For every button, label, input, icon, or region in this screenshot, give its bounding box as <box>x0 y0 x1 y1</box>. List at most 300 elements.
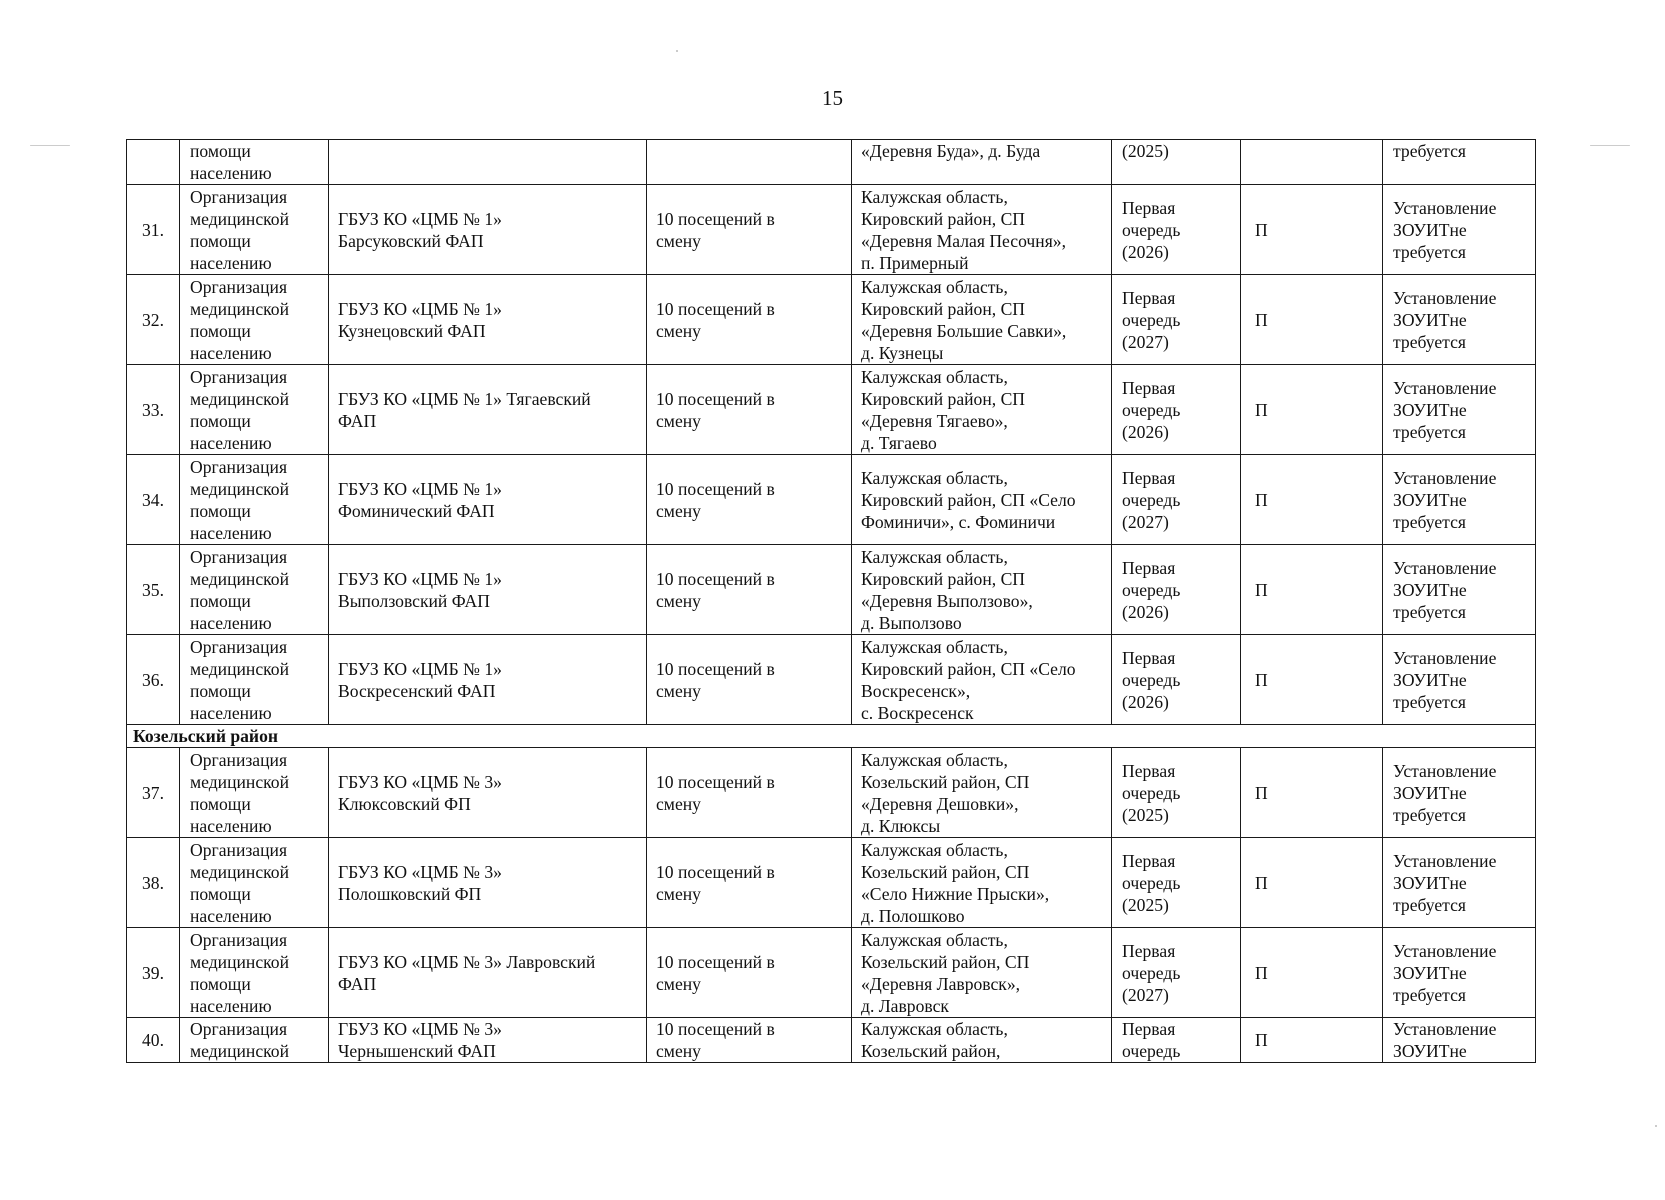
stage-line: Первая <box>1122 850 1176 871</box>
category-line: медицинской <box>190 568 289 589</box>
category-line: населению <box>190 522 272 543</box>
region-heading-row <box>127 725 1536 748</box>
address-line: Кировский район, СП <box>861 298 1026 319</box>
address-line: Козельский район, СП <box>861 951 1030 972</box>
cell-institution <box>329 455 647 545</box>
note-line: требуется <box>1393 984 1466 1005</box>
table-row <box>127 928 1536 1018</box>
address-line: Калужская область, <box>861 839 1008 860</box>
note-word: ЗОУИТ <box>1393 1041 1450 1061</box>
category-line: медицинской <box>190 478 289 499</box>
rows-kirovsky <box>127 185 1536 725</box>
institution-line: ГБУЗ КО «ЦМБ № 3» Лавровский <box>338 951 596 972</box>
capacity-line: смену <box>656 793 701 814</box>
address-line: «Деревня Выползово», <box>861 590 1033 611</box>
stage-line: (2026) <box>1122 691 1169 712</box>
note-line: требуется <box>1393 804 1466 825</box>
capacity-line: 10 посещений в <box>656 861 775 882</box>
cell-stage <box>1112 1018 1241 1063</box>
note-word: не <box>1449 309 1467 330</box>
cell-capacity <box>647 455 852 545</box>
institution-line: ГБУЗ КО «ЦМБ № 1» <box>338 298 502 319</box>
address-line: «Деревня Тягаево», <box>861 410 1008 431</box>
address-line: Калужская область, <box>861 1019 1008 1039</box>
address-line: д. Тягаево <box>861 432 937 453</box>
cell-number: 36. <box>127 635 180 725</box>
institution-line: Барсуковский ФАП <box>338 230 484 251</box>
cell-stage <box>1112 635 1241 725</box>
cell-category <box>180 1018 329 1063</box>
category-line: Организация <box>190 749 288 770</box>
category-line: помощи <box>190 793 251 814</box>
stage-line: (2027) <box>1122 511 1169 532</box>
category-line: населению <box>190 252 272 273</box>
cell-note <box>1383 275 1536 365</box>
cell-category <box>180 545 329 635</box>
note-line: требуется <box>1393 331 1466 352</box>
address-line: Воскресенск», <box>861 680 971 701</box>
category-line: Организация <box>190 546 288 567</box>
cell-type: П <box>1241 1018 1383 1063</box>
facilities-table <box>126 139 1536 1063</box>
address-line: Кировский район, СП «Село <box>861 489 1076 510</box>
cell-address <box>852 838 1112 928</box>
cell-note <box>1383 928 1536 1018</box>
stage-line: (2025) <box>1122 894 1169 915</box>
category-line: медицинской <box>190 951 289 972</box>
table-row <box>127 748 1536 838</box>
cell-institution <box>329 185 647 275</box>
address-line: д. Полошково <box>861 905 965 926</box>
stage-line: (2027) <box>1122 984 1169 1005</box>
scan-artifact <box>30 145 70 146</box>
cell-institution <box>329 545 647 635</box>
cell-category <box>180 275 329 365</box>
category-line: населению <box>190 342 272 363</box>
category-line: населению <box>190 995 272 1016</box>
address-line: «Село Нижние Прыски», <box>861 883 1050 904</box>
note-line: требуется <box>1393 691 1466 712</box>
cell-stage <box>1112 928 1241 1018</box>
cell-category <box>180 185 329 275</box>
stage-line: Первая <box>1122 647 1176 668</box>
address-line: Калужская область, <box>861 929 1008 950</box>
stage-line: Первая <box>1122 377 1176 398</box>
note-line: Установление <box>1393 557 1497 578</box>
cell-note <box>1383 748 1536 838</box>
note-word: ЗОУИТ <box>1393 962 1450 983</box>
scan-artifact <box>1655 1125 1657 1127</box>
address-line: Калужская область, <box>861 636 1008 657</box>
address-line: Козельский район, <box>861 1041 1001 1061</box>
institution-line: Фоминический ФАП <box>338 500 495 521</box>
address-line: д. Выползово <box>861 612 962 633</box>
note-line-pair <box>1393 669 1525 691</box>
cell-stage <box>1112 838 1241 928</box>
cell-institution <box>329 140 647 185</box>
institution-line: Кузнецовский ФАП <box>338 320 486 341</box>
address-line: «Деревня Малая Песочня», <box>861 230 1066 251</box>
note-line-pair <box>1393 489 1525 511</box>
cell-capacity <box>647 635 852 725</box>
cell-note <box>1383 1018 1536 1063</box>
note-word: не <box>1449 782 1467 803</box>
capacity-line: смену <box>656 500 701 521</box>
institution-line: Чернышенский ФАП <box>338 1041 496 1061</box>
stage-line: (2026) <box>1122 241 1169 262</box>
address-line: Калужская область, <box>861 186 1008 207</box>
category-line: медицинской <box>190 1041 289 1061</box>
institution-line: ГБУЗ КО «ЦМБ № 1» <box>338 568 502 589</box>
cell-stage <box>1112 545 1241 635</box>
cell-category <box>180 838 329 928</box>
cell-address <box>852 748 1112 838</box>
stage-line: очередь <box>1122 962 1181 983</box>
note-line: требуется <box>1393 894 1466 915</box>
institution-line: ГБУЗ КО «ЦМБ № 1» Тягаевский <box>338 388 591 409</box>
stage-line: Первая <box>1122 557 1176 578</box>
cell-number: 33. <box>127 365 180 455</box>
cell-note <box>1383 455 1536 545</box>
note-word: не <box>1449 872 1467 893</box>
cell-note <box>1383 838 1536 928</box>
note-word: ЗОУИТ <box>1393 579 1450 600</box>
stage-line: (2025) <box>1122 804 1169 825</box>
table-row <box>127 635 1536 725</box>
capacity-line: 10 посещений в <box>656 771 775 792</box>
stage-line: очередь <box>1122 579 1181 600</box>
note-word: не <box>1449 489 1467 510</box>
address-line: п. Примерный <box>861 252 969 273</box>
note-word: ЗОУИТ <box>1393 489 1450 510</box>
table-row <box>127 185 1536 275</box>
table-row-continuation <box>127 140 1536 185</box>
capacity-line: смену <box>656 1041 701 1061</box>
address-line: д. Клюксы <box>861 815 941 836</box>
cell-number: 31. <box>127 185 180 275</box>
rows-kozelsky <box>127 748 1536 1063</box>
institution-line: Выползовский ФАП <box>338 590 490 611</box>
capacity-line: смену <box>656 680 701 701</box>
stage-line: очередь <box>1122 669 1181 690</box>
table-row <box>127 275 1536 365</box>
cell-type: П <box>1241 185 1383 275</box>
cell-note <box>1383 545 1536 635</box>
capacity-line: 10 посещений в <box>656 478 775 499</box>
cell-capacity <box>647 748 852 838</box>
cell-institution <box>329 838 647 928</box>
cell-category <box>180 140 329 185</box>
capacity-line: 10 посещений в <box>656 208 775 229</box>
note-line: Установление <box>1393 647 1497 668</box>
capacity-line: 10 посещений в <box>656 388 775 409</box>
category-line: Организация <box>190 1019 288 1039</box>
category-line: Организация <box>190 456 288 477</box>
category-line: медицинской <box>190 861 289 882</box>
note-line: требуется <box>1393 421 1466 442</box>
category-line: помощи <box>190 230 251 251</box>
stage-line: очередь <box>1122 309 1181 330</box>
scan-artifact <box>1590 145 1630 146</box>
stage-line: (2026) <box>1122 601 1169 622</box>
address-line: Калужская область, <box>861 366 1008 387</box>
note-line: требуется <box>1393 141 1466 161</box>
note-line: требуется <box>1393 601 1466 622</box>
note-word: не <box>1449 579 1467 600</box>
stage-line: очередь <box>1122 782 1181 803</box>
region-heading: Козельский район <box>127 725 1536 748</box>
cell-category <box>180 928 329 1018</box>
address-line: «Деревня Дешовки», <box>861 793 1019 814</box>
cell-category <box>180 365 329 455</box>
cell-capacity <box>647 140 852 185</box>
stage-line: Первая <box>1122 760 1176 781</box>
cell-number: 32. <box>127 275 180 365</box>
note-line: Установление <box>1393 377 1497 398</box>
cell-institution <box>329 748 647 838</box>
category-line: помощи <box>190 320 251 341</box>
category-line: медицинской <box>190 208 289 229</box>
note-line-pair <box>1393 219 1525 241</box>
category-line: помощи <box>190 410 251 431</box>
address-line: Калужская область, <box>861 546 1008 567</box>
address-line: Калужская область, <box>861 467 1008 488</box>
capacity-line: смену <box>656 410 701 431</box>
category-line: медицинской <box>190 658 289 679</box>
address-line: Козельский район, СП <box>861 861 1030 882</box>
note-word: не <box>1449 962 1467 983</box>
cell-note <box>1383 635 1536 725</box>
cell-type: П <box>1241 748 1383 838</box>
stage-line: (2026) <box>1122 421 1169 442</box>
category-line: Организация <box>190 636 288 657</box>
note-word: не <box>1449 669 1467 690</box>
note-line-pair <box>1393 1040 1525 1062</box>
cell-type <box>1241 140 1383 185</box>
address-line: Козельский район, СП <box>861 771 1030 792</box>
institution-line: ГБУЗ КО «ЦМБ № 3» <box>338 1019 502 1039</box>
note-line: требуется <box>1393 241 1466 262</box>
region-section <box>127 725 1536 748</box>
category-line: Организация <box>190 276 288 297</box>
cell-number: 39. <box>127 928 180 1018</box>
cell-type: П <box>1241 275 1383 365</box>
category-line: помощи <box>190 883 251 904</box>
note-line: Установление <box>1393 940 1497 961</box>
stage-line: Первая <box>1122 197 1176 218</box>
stage-line: Первая <box>1122 287 1176 308</box>
note-word: ЗОУИТ <box>1393 872 1450 893</box>
institution-line: Клюксовский ФП <box>338 793 471 814</box>
address-line: «Деревня Лавровск», <box>861 973 1021 994</box>
note-word: не <box>1449 399 1467 420</box>
capacity-line: 10 посещений в <box>656 298 775 319</box>
cell-number: 40. <box>127 1018 180 1063</box>
institution-line: ГБУЗ КО «ЦМБ № 3» <box>338 771 502 792</box>
category-line: медицинской <box>190 388 289 409</box>
note-line-pair <box>1393 399 1525 421</box>
category-line: помощи <box>190 680 251 701</box>
cell-stage <box>1112 185 1241 275</box>
capacity-line: смену <box>656 230 701 251</box>
cell-address <box>852 928 1112 1018</box>
capacity-line: 10 посещений в <box>656 1019 775 1039</box>
institution-line: ФАП <box>338 410 377 431</box>
note-word: не <box>1449 219 1467 240</box>
cell-stage <box>1112 275 1241 365</box>
cell-category <box>180 455 329 545</box>
institution-line: ГБУЗ КО «ЦМБ № 1» <box>338 658 502 679</box>
institution-line: Воскресенский ФАП <box>338 680 496 701</box>
table-row <box>127 838 1536 928</box>
capacity-line: смену <box>656 590 701 611</box>
stage-line: Первая <box>1122 467 1176 488</box>
cell-address <box>852 635 1112 725</box>
note-line: Установление <box>1393 1019 1497 1039</box>
address-line: «Деревня Большие Савки», <box>861 320 1067 341</box>
cell-number: 38. <box>127 838 180 928</box>
category-line: населению <box>190 612 272 633</box>
cell-capacity <box>647 1018 852 1063</box>
table-row <box>127 455 1536 545</box>
cell-institution <box>329 275 647 365</box>
cell-type: П <box>1241 365 1383 455</box>
table-row <box>127 545 1536 635</box>
cell-address <box>852 140 1112 185</box>
capacity-line: 10 посещений в <box>656 951 775 972</box>
note-line: требуется <box>1393 511 1466 532</box>
category-line: Организация <box>190 839 288 860</box>
cell-address <box>852 275 1112 365</box>
cell-category <box>180 635 329 725</box>
note-word: ЗОУИТ <box>1393 782 1450 803</box>
note-line: Установление <box>1393 760 1497 781</box>
note-line-pair <box>1393 782 1525 804</box>
institution-line: ГБУЗ КО «ЦМБ № 1» <box>338 208 502 229</box>
category-line: населению <box>190 163 272 183</box>
address-line: Кировский район, СП <box>861 208 1026 229</box>
cell-stage <box>1112 748 1241 838</box>
note-line-pair <box>1393 962 1525 984</box>
cell-address <box>852 185 1112 275</box>
note-line-pair <box>1393 309 1525 331</box>
cell-type: П <box>1241 838 1383 928</box>
scan-artifact <box>676 50 678 52</box>
cell-number: 35. <box>127 545 180 635</box>
stage-line: Первая <box>1122 1019 1176 1039</box>
capacity-line: 10 посещений в <box>656 568 775 589</box>
stage-line: Первая <box>1122 940 1176 961</box>
note-line: Установление <box>1393 850 1497 871</box>
address-line: Фоминичи», с. Фоминичи <box>861 511 1056 532</box>
category-line: медицинской <box>190 771 289 792</box>
cell-address <box>852 365 1112 455</box>
capacity-line: смену <box>656 973 701 994</box>
cell-note <box>1383 365 1536 455</box>
cell-capacity <box>647 365 852 455</box>
cell-address <box>852 455 1112 545</box>
cell-type: П <box>1241 928 1383 1018</box>
cell-institution <box>329 365 647 455</box>
institution-line: ФАП <box>338 973 377 994</box>
cell-number: 34. <box>127 455 180 545</box>
address-line: Калужская область, <box>861 749 1008 770</box>
cell-capacity <box>647 545 852 635</box>
capacity-line: смену <box>656 320 701 341</box>
cell-category <box>180 748 329 838</box>
address-line: д. Кузнецы <box>861 342 944 363</box>
category-line: населению <box>190 702 272 723</box>
address-line: Кировский район, СП «Село <box>861 658 1076 679</box>
note-word: ЗОУИТ <box>1393 219 1450 240</box>
cell-institution <box>329 928 647 1018</box>
note-line: Установление <box>1393 197 1497 218</box>
stage-line: очередь <box>1122 489 1181 510</box>
cell-number: 37. <box>127 748 180 838</box>
category-line: населению <box>190 905 272 926</box>
category-line: помощи <box>190 141 251 161</box>
cell-stage <box>1112 140 1241 185</box>
stage-line: очередь <box>1122 219 1181 240</box>
institution-line: ГБУЗ КО «ЦМБ № 1» <box>338 478 502 499</box>
category-line: помощи <box>190 590 251 611</box>
note-word: ЗОУИТ <box>1393 669 1450 690</box>
stage-line: (2027) <box>1122 331 1169 352</box>
table-body <box>127 140 1536 185</box>
category-line: населению <box>190 815 272 836</box>
stage-line: очередь <box>1122 872 1181 893</box>
note-line-pair <box>1393 579 1525 601</box>
note-word: ЗОУИТ <box>1393 309 1450 330</box>
cell-note <box>1383 185 1536 275</box>
category-line: населению <box>190 432 272 453</box>
address-line: Кировский район, СП <box>861 388 1026 409</box>
stage-line: очередь <box>1122 1041 1181 1061</box>
address-line: д. Лавровск <box>861 995 949 1016</box>
table-row <box>127 365 1536 455</box>
cell-stage <box>1112 455 1241 545</box>
cell-capacity <box>647 275 852 365</box>
cell-institution <box>329 635 647 725</box>
cell-address <box>852 545 1112 635</box>
cell-capacity <box>647 928 852 1018</box>
cell-capacity <box>647 185 852 275</box>
address-line: Кировский район, СП <box>861 568 1026 589</box>
cell-institution <box>329 1018 647 1063</box>
cell-capacity <box>647 838 852 928</box>
capacity-line: смену <box>656 883 701 904</box>
category-line: помощи <box>190 500 251 521</box>
note-line: Установление <box>1393 287 1497 308</box>
note-line-pair <box>1393 872 1525 894</box>
stage-line: (2025) <box>1122 141 1169 161</box>
cell-type: П <box>1241 455 1383 545</box>
institution-line: Полошковский ФП <box>338 883 482 904</box>
address-line: Калужская область, <box>861 276 1008 297</box>
cell-note <box>1383 140 1536 185</box>
cell-number <box>127 140 180 185</box>
note-word: ЗОУИТ <box>1393 399 1450 420</box>
capacity-line: 10 посещений в <box>656 658 775 679</box>
address-line: «Деревня Буда», д. Буда <box>861 141 1041 161</box>
stage-line: очередь <box>1122 399 1181 420</box>
category-line: медицинской <box>190 298 289 319</box>
cell-address <box>852 1018 1112 1063</box>
institution-line: ГБУЗ КО «ЦМБ № 3» <box>338 861 502 882</box>
address-line: с. Воскресенск <box>861 702 974 723</box>
cell-stage <box>1112 365 1241 455</box>
category-line: Организация <box>190 929 288 950</box>
